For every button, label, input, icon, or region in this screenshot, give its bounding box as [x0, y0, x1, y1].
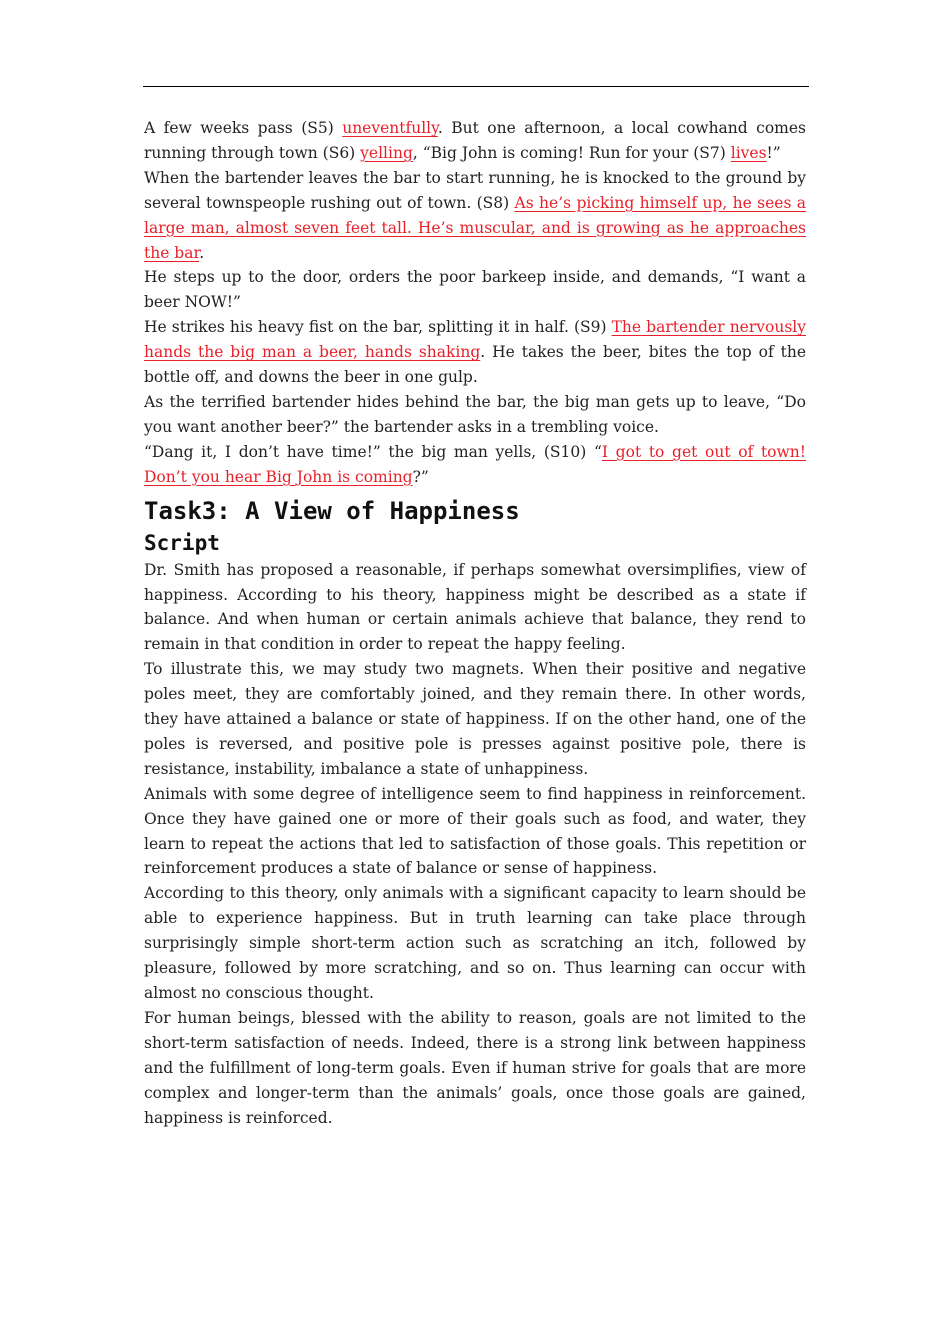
script-paragraph-1: Dr. Smith has proposed a reasonable, if perhaps somewhat oversimplifies, view of happiness. According to his theory, happiness might be described as a state if balance. And when human or certain animals achieve that balance, they rend to remain in that condition in order to repeat the happy feeling. [144, 560, 806, 654]
answer-s6: yelling [360, 143, 413, 162]
document-body [144, 116, 806, 1130]
text: “Dang it, I don’t have time!” the big man yells, (S10) “ [144, 442, 602, 461]
text: , “Big John is coming! Run for your (S7) [412, 143, 731, 162]
story-paragraph-5: As the terrified bartender hides behind the bar, the big man gets up to leave, “Do you want another beer?” the bartender asks in a trembling voice. [144, 392, 806, 436]
answer-s8: As he’s picking himself up, he sees a large man, almost seven feet tall. He’s muscular, and is growing as he approaches the bar [144, 193, 807, 262]
script-paragraph-2: To illustrate this, we may study two magnets. When their positive and negative poles meet, they are comfortably joined, and they remain there. In other words, they have attained a balance or state of happiness. If on the other hand, one of the poles is reversed, and positive pole is presses against positive pole, there is resistance, instability, imbalance a state of unhappiness. [144, 660, 806, 778]
text: A few weeks pass (S5) [144, 119, 343, 137]
text: When the bartender leaves the bar to start running, he is knocked to the ground by several townspeople rushing out of town. (S8) [144, 168, 806, 212]
text: . [199, 243, 205, 262]
story-paragraph-1 [144, 116, 806, 166]
text: . He takes the beer, bites the top of the bottle off, and downs the beer in one gulp. [144, 343, 806, 387]
answer-s7: lives [730, 143, 767, 162]
story-paragraph-6 [144, 440, 806, 490]
story-paragraph-3: He steps up to the door, orders the poor barkeep inside, and demands, “I want a beer NOW!” [144, 268, 806, 312]
story-paragraph-2 [144, 166, 806, 266]
header-rule [143, 86, 809, 87]
script-paragraph-3: Animals with some degree of intelligence seem to find happiness in reinforcement. Once they have gained one or more of their goals such as food, and water, they learn to repeat the actions that led to satisfaction of those goals. This repetition or reinforcement produces a state of balance or sense of happiness. [144, 784, 806, 878]
script-paragraph-5: For human beings, blessed with the ability to reason, goals are not limited to the short-term satisfaction of needs. Indeed, there is a strong link between happiness and the fulfillment of long-term goals. Even if human strive for goals that are more complex and longer-term than the animals’ goals, once those goals are gained, happiness is reinforced. [144, 1008, 806, 1127]
answer-s9: The bartender nervously hands the big man a beer, hands shaking [144, 318, 806, 362]
script-subheading: Script [144, 530, 220, 555]
answer-s10: I got to get out of town! Don’t you hear Big John is coming [144, 442, 806, 486]
text: !” [766, 143, 781, 162]
text: ?” [412, 467, 429, 486]
text: He strikes his heavy fist on the bar, splitting it in half. (S9) [144, 318, 612, 337]
text: . But one afternoon, a local cowhand comes running through town (S6) [144, 119, 806, 162]
script-paragraph-4: According to this theory, only animals with a significant capacity to learn should be able to experience happiness. But in truth learning can take place through surprisingly simple short-term action such as scratching an itch, followed by pleasure, followed by more scratching, and so on. Thus learning can occur with almost no conscious thought. [144, 884, 806, 1002]
task3-heading: Task3: A View of Happiness [144, 496, 520, 525]
answer-s5: uneventfully [342, 119, 438, 137]
story-paragraph-4 [144, 315, 806, 390]
